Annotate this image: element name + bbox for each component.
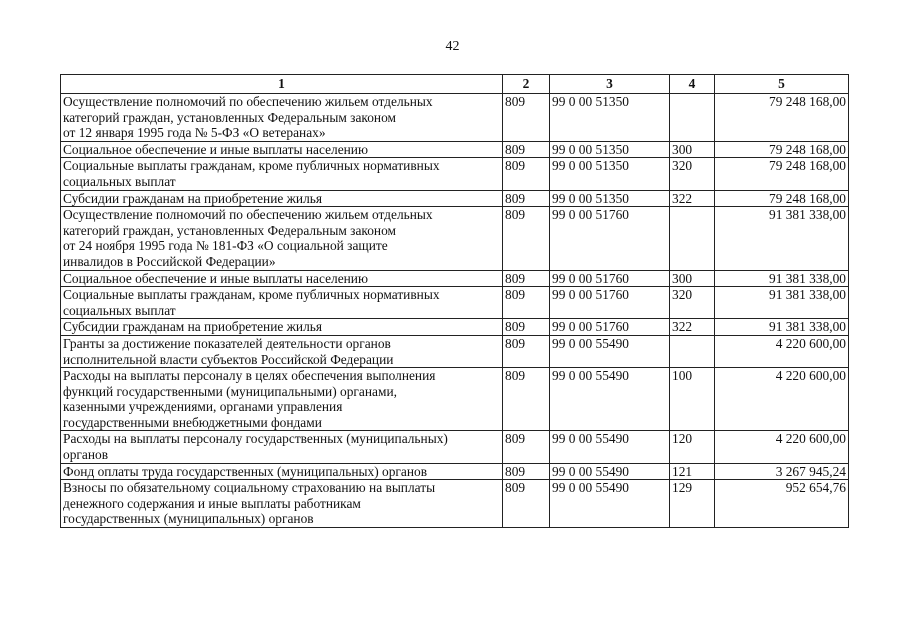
column-header-1: 1 <box>61 75 503 94</box>
expense-name-line: денежного содержания и иные выплаты работникам <box>63 495 361 511</box>
expense-type-cell <box>670 94 715 142</box>
department-code-cell: 809 <box>503 190 550 207</box>
expense-name-cell <box>61 158 503 190</box>
column-header-5: 5 <box>715 75 849 94</box>
table-header <box>61 75 849 94</box>
expense-type-cell: 100 <box>670 368 715 431</box>
expense-type-cell: 120 <box>670 431 715 463</box>
department-code-cell: 809 <box>503 480 550 528</box>
target-article-cell: 99 0 00 55490 <box>550 335 670 367</box>
expense-type-cell: 322 <box>670 319 715 336</box>
table-row <box>61 270 849 287</box>
expense-name-cell <box>61 190 503 207</box>
target-article-cell: 99 0 00 51760 <box>550 270 670 287</box>
expense-type-cell: 322 <box>670 190 715 207</box>
amount-cell: 3 267 945,24 <box>715 463 849 480</box>
amount-cell: 79 248 168,00 <box>715 94 849 142</box>
expense-name-cell <box>61 207 503 270</box>
expense-name-line: Расходы на выплаты персоналу государственных (муниципальных) <box>63 431 448 447</box>
table-row <box>61 368 849 431</box>
department-code-cell: 809 <box>503 141 550 158</box>
page-number: 42 <box>445 39 460 54</box>
department-code-cell: 809 <box>503 368 550 431</box>
expense-name-line: инвалидов в Российской Федерации» <box>63 253 276 269</box>
target-article-cell: 99 0 00 55490 <box>550 480 670 528</box>
expense-name-cell <box>61 319 503 336</box>
table-row <box>61 207 849 270</box>
expense-type-cell: 121 <box>670 463 715 480</box>
expense-name-line: Субсидии гражданам на приобретение жилья <box>63 190 323 206</box>
column-header-2: 2 <box>503 75 550 94</box>
expense-name-line: Социальные выплаты гражданам, кроме публичных нормативных <box>63 287 440 303</box>
amount-cell: 91 381 338,00 <box>715 270 849 287</box>
table-row <box>61 335 849 367</box>
department-code-cell: 809 <box>503 431 550 463</box>
expense-name-line: Взносы по обязательному социальному страхованию на выплаты <box>63 480 436 496</box>
expense-type-cell: 129 <box>670 480 715 528</box>
department-code-cell: 809 <box>503 463 550 480</box>
expense-name-line: от 24 ноября 1995 года № 181-ФЗ «О социальной защите <box>63 238 388 254</box>
target-article-cell: 99 0 00 51350 <box>550 141 670 158</box>
table-row <box>61 287 849 319</box>
expense-name-line: Субсидии гражданам на приобретение жилья <box>63 319 323 335</box>
expense-name-line: социальных выплат <box>63 302 176 318</box>
expense-name-line: социальных выплат <box>63 173 176 189</box>
table-row <box>61 141 849 158</box>
expense-name-cell <box>61 480 503 528</box>
amount-cell: 91 381 338,00 <box>715 287 849 319</box>
target-article-cell: 99 0 00 55490 <box>550 463 670 480</box>
expense-name-cell <box>61 335 503 367</box>
expense-name-line: государственных (муниципальных) органов <box>63 511 314 527</box>
expense-type-cell <box>670 335 715 367</box>
target-article-cell: 99 0 00 55490 <box>550 431 670 463</box>
expense-name-cell <box>61 287 503 319</box>
expense-type-cell: 300 <box>670 141 715 158</box>
expense-name-line: Осуществление полномочий по обеспечению жильем отдельных <box>63 94 433 109</box>
expense-name-line: категорий граждан, установленных Федеральным законом <box>63 109 396 125</box>
amount-cell: 4 220 600,00 <box>715 368 849 431</box>
expense-name-line: категорий граждан, установленных Федеральным законом <box>63 222 396 238</box>
amount-cell: 4 220 600,00 <box>715 335 849 367</box>
department-code-cell: 809 <box>503 270 550 287</box>
table-row <box>61 190 849 207</box>
expense-name-cell <box>61 431 503 463</box>
budget-table <box>60 74 849 528</box>
table-row <box>61 480 849 528</box>
department-code-cell: 809 <box>503 94 550 142</box>
expense-name-line: Расходы на выплаты персоналу в целях обеспечения выполнения <box>63 368 436 384</box>
department-code-cell: 809 <box>503 287 550 319</box>
table-row <box>61 158 849 190</box>
expense-type-cell: 320 <box>670 158 715 190</box>
table-row <box>61 94 849 142</box>
amount-cell: 91 381 338,00 <box>715 319 849 336</box>
target-article-cell: 99 0 00 51350 <box>550 158 670 190</box>
expense-name-cell <box>61 463 503 480</box>
expense-name-line: казенными учреждениями, органами управления <box>63 399 343 415</box>
amount-cell: 91 381 338,00 <box>715 207 849 270</box>
expense-name-line: Социальное обеспечение и иные выплаты населению <box>63 270 368 286</box>
table-row <box>61 319 849 336</box>
expense-type-cell: 300 <box>670 270 715 287</box>
expense-name-line: Социальное обеспечение и иные выплаты населению <box>63 141 368 157</box>
target-article-cell: 99 0 00 51760 <box>550 287 670 319</box>
department-code-cell: 809 <box>503 335 550 367</box>
expense-name-line: Социальные выплаты гражданам, кроме публичных нормативных <box>63 158 440 174</box>
department-code-cell: 809 <box>503 207 550 270</box>
expense-name-cell <box>61 368 503 431</box>
amount-cell: 952 654,76 <box>715 480 849 528</box>
expense-name-line: Осуществление полномочий по обеспечению жильем отдельных <box>63 207 433 223</box>
table-body <box>61 94 849 528</box>
header-row <box>61 75 849 94</box>
target-article-cell: 99 0 00 51760 <box>550 319 670 336</box>
target-article-cell: 99 0 00 51760 <box>550 207 670 270</box>
department-code-cell: 809 <box>503 158 550 190</box>
expense-name-cell <box>61 270 503 287</box>
expense-type-cell: 320 <box>670 287 715 319</box>
department-code-cell: 809 <box>503 319 550 336</box>
table-row <box>61 463 849 480</box>
expense-name-line: исполнительной власти субъектов Российской Федерации <box>63 351 394 367</box>
expense-name-line: Фонд оплаты труда государственных (муниципальных) органов <box>63 463 428 479</box>
target-article-cell: 99 0 00 51350 <box>550 190 670 207</box>
expense-name-line: Гранты за достижение показателей деятельности органов <box>63 335 391 351</box>
expense-type-cell <box>670 207 715 270</box>
expense-name-line: от 12 января 1995 года № 5-ФЗ «О ветеранах» <box>63 125 326 141</box>
target-article-cell: 99 0 00 51350 <box>550 94 670 142</box>
amount-cell: 79 248 168,00 <box>715 141 849 158</box>
amount-cell: 4 220 600,00 <box>715 431 849 463</box>
expense-name-line: государственными внебюджетными фондами <box>63 414 322 430</box>
expense-name-cell <box>61 94 503 142</box>
column-header-3: 3 <box>550 75 670 94</box>
expense-name-line: функций государственными (муниципальными) органами, <box>63 383 397 399</box>
target-article-cell: 99 0 00 55490 <box>550 368 670 431</box>
expense-name-line: органов <box>63 447 109 463</box>
expense-name-cell <box>61 141 503 158</box>
amount-cell: 79 248 168,00 <box>715 190 849 207</box>
amount-cell: 79 248 168,00 <box>715 158 849 190</box>
column-header-4: 4 <box>670 75 715 94</box>
table-row <box>61 431 849 463</box>
